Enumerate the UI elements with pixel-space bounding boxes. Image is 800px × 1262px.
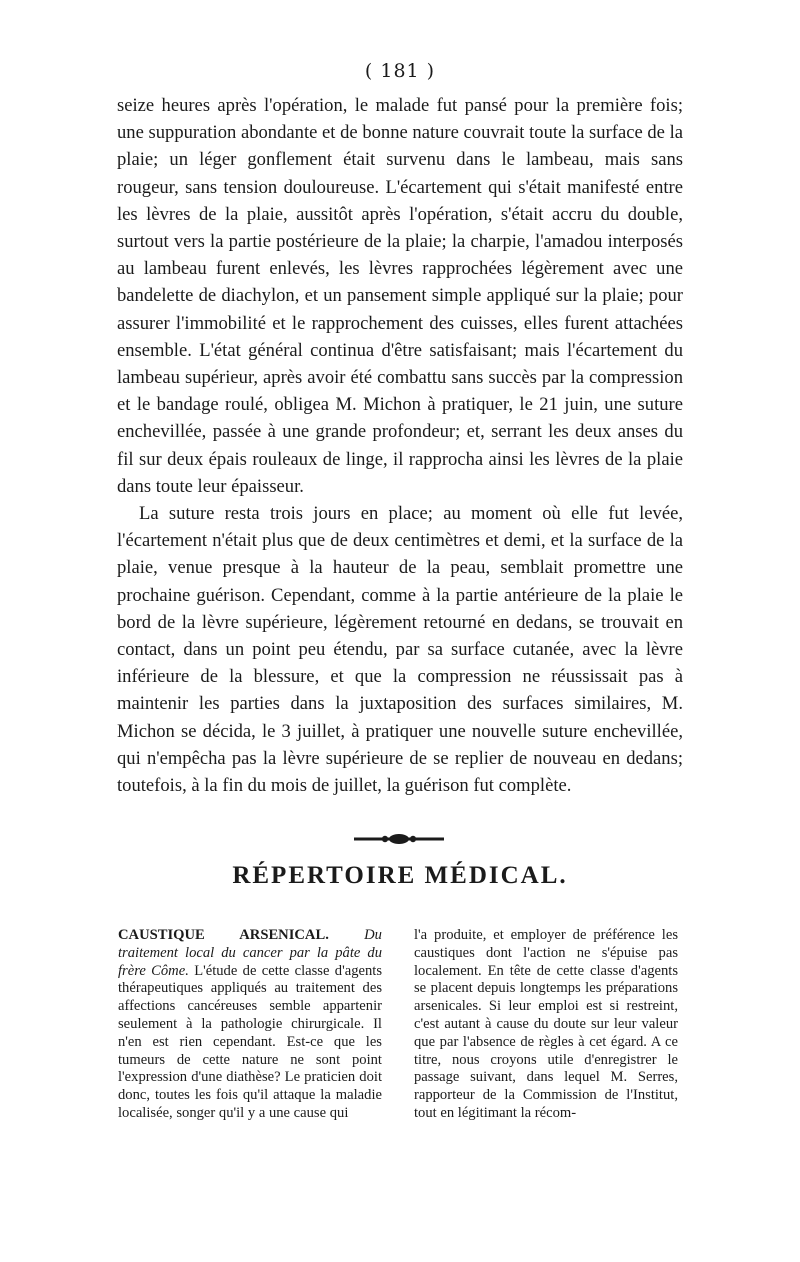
article-paragraph <box>118 927 382 1123</box>
article-lead: CAUSTIQUE ARSENICAL. <box>118 927 329 943</box>
article-right-column <box>414 927 678 1123</box>
paragraph: La suture resta trois jours en place; au moment où elle fut levée, l'écartement n'était plus que de deux centimètres et demi, et la surface de la plaie, venue presque à la hauteur de la peau, semblait promettre une prochaine guérison. Cependant, comme à la partie antérieure de la plaie le bord de la lèvre supérieure, légèrement retourné en dedans, se trouvait en contact, dans un point peu étendu, par sa surface cutanée, avec la lèvre inférieure de la blessure, et que la compression ne réussissait pas à maintenir les parties dans la juxtaposition des surfaces similaires, M. Michon se décida, le 3 juillet, à pratiquer une nouvelle suture enchevillée, qui n'empêcha pas la lèvre supérieure de se replier de nouveau en dedans; toutefois, à la fin du mois de juillet, la guérison fut complète. <box>117 503 683 797</box>
page-number: ( 181 ) <box>364 60 436 82</box>
section-heading: RÉPERTOIRE MÉDICAL. <box>232 862 568 889</box>
article-text: L'étude de cette classe d'agents thérapeutiques appliqués au traitement des affections cancéreuses semble appartenir seulement à la pathologie chirurgicale. Il n'en est rien cependant. Est-ce que les tumeurs de cette nature ne sont point l'expression d'une diathèse? Le praticien doit donc, toutes les fois qu'il attaque la maladie localisée, songer qu'il y a une cause qui <box>118 962 382 1121</box>
article-subtitle: Du traitement local du cancer par la pâte du frère Côme. <box>118 927 382 979</box>
ornament-rule <box>352 827 446 851</box>
article-left-column <box>118 927 382 1123</box>
article-text: l'a produite, et employer de préférence les caustiques dont l'action ne s'épuise pas localement. En tête de cette classe d'agents se placent depuis longtemps les préparations arsenicales. Si leur emploi est si restreint, c'est autant à cause du doute sur leur valeur que par l'absence de règles à cet égard. A ce titre, nous croyons utile d'enregistrer le passage suivant, dans lequel M. Serres, rapporteur de la Commission de l'Institut, tout en légitimant la récom- <box>414 927 678 1121</box>
main-text <box>117 92 683 799</box>
paragraph: seize heures après l'opération, le malade fut pansé pour la première fois; une suppuration abondante et de bonne nature couvrait toute la surface de la plaie; un léger gonflement était survenu dans le lambeau, mais sans rougeur, sans tension douloureuse. L'écartement qui s'était manifesté entre les lèvres de la plaie, aussitôt après l'opération, s'était accru du double, surtout vers la partie postérieure de la plaie; la charpie, l'amadou interposés au lambeau furent enlevés, les lèvres rapprochées légèrement avec une bandelette de diachylon, et un pansement simple appliqué sur la plaie; pour assurer l'immobilité et le rapprochement des cuisses, elles furent attachées ensemble. L'état général continua d'être satisfaisant; mais l'écartement du lambeau supérieur, après avoir été combattu sans succès par la compression et le bandage roulé, obligea M. Michon à pratiquer, le 21 juin, une suture enchevillée, passée à une grande profondeur; et, serrant les deux anses du fil sur deux épais rouleaux de linge, il rapprocha ainsi les lèvres de la plaie dans toute leur épaisseur. <box>117 95 683 497</box>
